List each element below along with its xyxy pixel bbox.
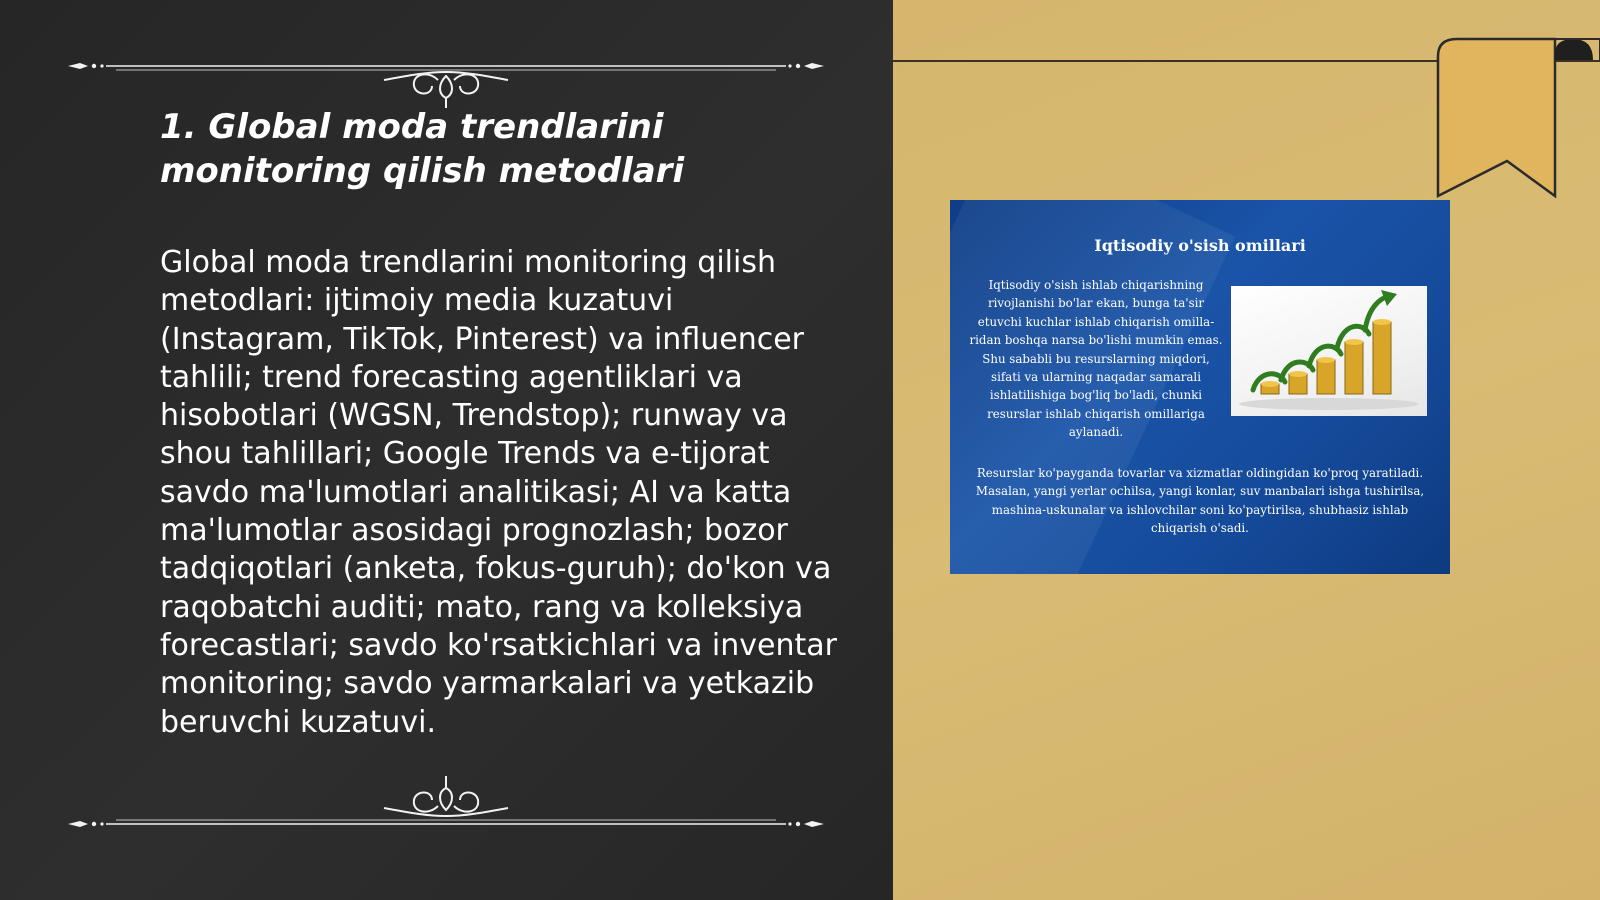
embedded-slide-image: [950, 200, 1450, 574]
bookmark-ribbon-icon: [1435, 36, 1600, 201]
embedded-slide-paragraph-1: Iqtisodiy o'sish ishlab chiqarishning rivojlanishi bo'lar ekan, bunga ta'sir etuvchi kuchlar ishlab chiqarish omilla-ridan boshqa narsa bo'lishi mumkin emas. Shu sababli bu resurslarning miqdori, sifati va ularning naqadar samarali ishlatilishiga bog'liq bo'ladi, chunki resurslar ishlab chiqarish omillariga aylanadi.: [969, 278, 1223, 440]
slide-body-text: Global moda trendlarini monitoring qilish metodlari: ijtimoiy media kuzatuvi (Instagram, TikTok, Pinterest) va influencer tahlili; trend forecasting agentliklari va hisobotlari (WGSN, Trendstop); runway va shou tahlillari; Google Trends va e-tijorat savdo ma'lumotlari analitikasi; AI va katta ma'lumotlar asosidagi prognozlash; bozor tadqiqotlari (anketa, fokus-guruh); do'kon va raqobatchi auditi; mato, rang va kolleksiya forecastlari; savdo ko'rsatkichlari va inventar monitoring; savdo yarmarkalari va yetkazib beruvchi kuzatuvi.: [160, 245, 837, 740]
embedded-slide-title: Iqtisodiy o'sish omillari: [1094, 236, 1306, 255]
embedded-slide-paragraph-2: Resurslar ko'payganda tovarlar va xizmatlar oldingidan ko'proq yaratiladi. Masalan, yangi yerlar ochilsa, yangi konlar, suv manbalari ishga tushirilsa, mashina-uskunalar va ishlovchilar soni ko'paytirilsa, shubhasiz ishlab chiqarish o'sadi.: [975, 466, 1425, 536]
gold-coins-growth-icon: [1231, 286, 1427, 416]
slide-title: 1. Global moda trendlarini monitoring qilish metodlari: [160, 107, 685, 191]
bottom-ornament-divider: [66, 770, 826, 830]
top-ornament-divider: [66, 50, 826, 110]
